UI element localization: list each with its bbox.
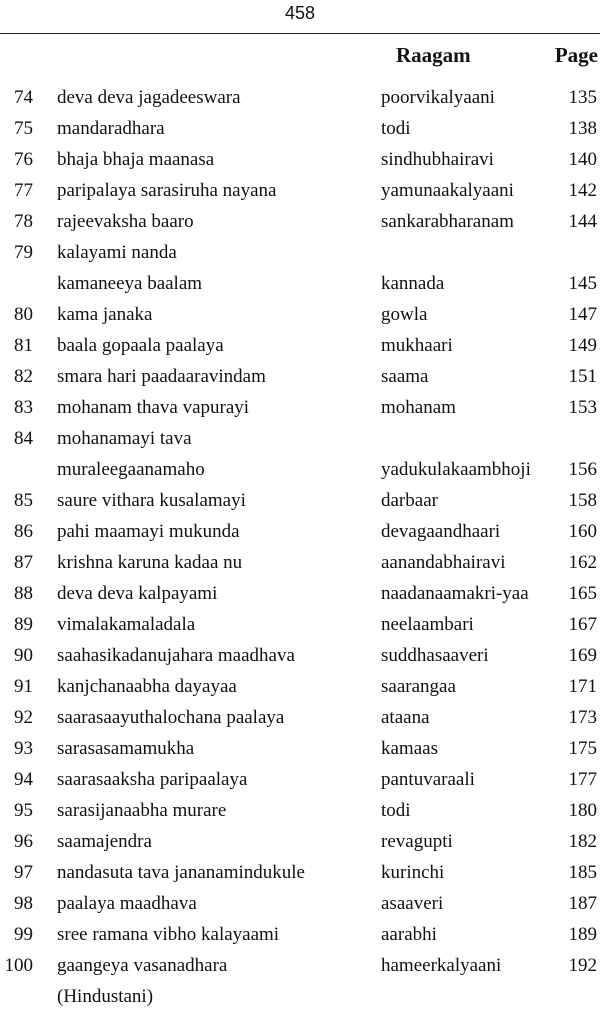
item-number: 91 <box>14 676 33 697</box>
song-raagam: ataana <box>381 707 430 728</box>
song-raagam: revagupti <box>381 831 453 852</box>
list-item <box>0 82 600 113</box>
list-item <box>0 392 600 423</box>
song-title: mandaradhara <box>57 118 165 139</box>
song-page: 162 <box>568 552 597 573</box>
song-title: kanjchanaabha dayayaa <box>57 676 237 697</box>
song-title: vimalakamaladala <box>57 614 196 635</box>
item-number: 95 <box>14 800 33 821</box>
list-item <box>0 826 600 857</box>
song-raagam: todi <box>381 118 411 139</box>
song-page: 147 <box>568 304 597 325</box>
page-number: 458 <box>284 3 316 23</box>
column-header-raagam: Raagam <box>396 43 471 67</box>
item-number: 74 <box>14 87 33 108</box>
list-item <box>0 516 600 547</box>
song-title: saahasikadanujahara maadhava <box>57 645 295 666</box>
song-raagam: hameerkalyaani <box>381 955 502 976</box>
list-item <box>0 764 600 795</box>
item-number: 96 <box>14 831 33 852</box>
item-number: 80 <box>14 304 33 325</box>
song-page: 165 <box>568 583 597 604</box>
song-page: 149 <box>568 335 597 356</box>
item-number: 87 <box>14 552 33 573</box>
song-title: saarasaaksha paripaalaya <box>57 769 248 790</box>
song-title: mohanamayi tava <box>57 428 192 449</box>
song-raagam: suddhasaaveri <box>381 645 489 666</box>
item-number: 92 <box>14 707 33 728</box>
song-raagam: saama <box>381 366 429 387</box>
song-title: nandasuta tava jananamindukule <box>57 862 305 883</box>
list-item <box>0 795 600 826</box>
song-page: 167 <box>568 614 597 635</box>
song-page: 135 <box>568 87 597 108</box>
song-raagam: todi <box>381 800 411 821</box>
song-page: 177 <box>568 769 597 790</box>
song-title: pahi maamayi mukunda <box>57 521 240 542</box>
item-number: 83 <box>14 397 33 418</box>
song-title: gaangeya vasanadhara <box>57 955 228 976</box>
item-number: 86 <box>14 521 33 542</box>
song-page: 182 <box>568 831 597 852</box>
list-item <box>0 733 600 764</box>
item-number: 78 <box>14 211 33 232</box>
list-item <box>0 423 600 454</box>
song-title: mohanam thava vapurayi <box>57 397 250 418</box>
song-title: baala gopaala paalaya <box>57 335 224 356</box>
song-title: saure vithara kusalamayi <box>57 490 246 511</box>
item-number: 89 <box>14 614 33 635</box>
item-number: 90 <box>14 645 33 666</box>
list-item <box>0 454 600 485</box>
song-page: 153 <box>568 397 597 418</box>
song-raagam: poorvikalyaani <box>381 87 495 108</box>
song-title: muraleegaanamaho <box>57 459 205 480</box>
item-number: 84 <box>14 428 33 449</box>
list-item <box>0 330 600 361</box>
item-number: 76 <box>14 149 33 170</box>
song-raagam: yamunaakalyaani <box>381 180 514 201</box>
list-item <box>0 671 600 702</box>
song-raagam: gowla <box>381 304 428 325</box>
song-title: kama janaka <box>57 304 153 325</box>
song-title: krishna karuna kadaa nu <box>57 552 243 573</box>
list-item <box>0 702 600 733</box>
item-number: 97 <box>14 862 33 883</box>
song-raagam: pantuvaraali <box>381 769 475 790</box>
song-title: sree ramana vibho kalayaami <box>57 924 280 945</box>
list-item <box>0 485 600 516</box>
song-raagam: saarangaa <box>381 676 456 697</box>
song-raagam: aanandabhairavi <box>381 552 506 573</box>
item-number: 88 <box>14 583 33 604</box>
list-item <box>0 578 600 609</box>
song-title: (Hindustani) <box>57 986 154 1007</box>
song-page: 138 <box>568 118 597 139</box>
song-page: 171 <box>568 676 597 697</box>
song-title: paripalaya sarasiruha nayana <box>57 180 277 201</box>
song-page: 189 <box>568 924 597 945</box>
song-title: paalaya maadhava <box>57 893 197 914</box>
item-number: 98 <box>14 893 33 914</box>
song-title: saarasaayuthalochana paalaya <box>57 707 285 728</box>
item-number: 82 <box>14 366 33 387</box>
song-title: bhaja bhaja maanasa <box>57 149 215 170</box>
list-item <box>0 237 600 268</box>
song-raagam: asaaveri <box>381 893 444 914</box>
list-item <box>0 268 600 299</box>
item-number: 81 <box>14 335 33 356</box>
list-item <box>0 299 600 330</box>
song-page: 187 <box>568 893 597 914</box>
song-index-list <box>0 82 600 1012</box>
list-item <box>0 888 600 919</box>
song-page: 140 <box>568 149 597 170</box>
song-title: saamajendra <box>57 831 152 852</box>
song-page: 169 <box>568 645 597 666</box>
list-item <box>0 609 600 640</box>
song-raagam: sankarabharanam <box>381 211 514 232</box>
list-item <box>0 144 600 175</box>
list-item <box>0 175 600 206</box>
column-header-page: Page <box>554 43 598 67</box>
item-number: 93 <box>14 738 33 759</box>
song-title: rajeevaksha baaro <box>57 211 194 232</box>
song-title: deva deva kalpayami <box>57 583 218 604</box>
song-title: kalayami nanda <box>57 242 177 263</box>
song-raagam: mukhaari <box>381 335 453 356</box>
item-number: 94 <box>14 769 33 790</box>
song-raagam: mohanam <box>381 397 456 418</box>
list-item <box>0 547 600 578</box>
item-number: 85 <box>14 490 33 511</box>
song-page: 160 <box>568 521 597 542</box>
list-item <box>0 919 600 950</box>
song-title: deva deva jagadeeswara <box>57 87 241 108</box>
item-number: 75 <box>14 118 33 139</box>
list-item <box>0 857 600 888</box>
song-page: 192 <box>568 955 597 976</box>
item-number: 79 <box>14 242 33 263</box>
song-raagam: sindhubhairavi <box>381 149 494 170</box>
song-raagam: kannada <box>381 273 445 294</box>
song-title: smara hari paadaaravindam <box>57 366 266 387</box>
song-page: 156 <box>568 459 597 480</box>
song-title: kamaneeya baalam <box>57 273 203 294</box>
song-page: 173 <box>568 707 597 728</box>
list-item <box>0 206 600 237</box>
song-raagam: naadanaamakri-yaa <box>381 583 529 604</box>
list-item <box>0 950 600 981</box>
song-page: 175 <box>568 738 597 759</box>
song-raagam: kurinchi <box>381 862 445 883</box>
song-page: 142 <box>568 180 597 201</box>
song-raagam: neelaambari <box>381 614 474 635</box>
list-item <box>0 640 600 671</box>
song-title: sarasasamamukha <box>57 738 195 759</box>
item-number: 99 <box>14 924 33 945</box>
item-number: 77 <box>14 180 33 201</box>
song-page: 145 <box>568 273 597 294</box>
list-item <box>0 361 600 392</box>
header-divider <box>0 33 600 34</box>
item-number: 100 <box>4 955 33 976</box>
song-raagam: devagaandhaari <box>381 521 501 542</box>
song-page: 185 <box>568 862 597 883</box>
song-page: 144 <box>568 211 597 232</box>
song-page: 180 <box>568 800 597 821</box>
song-page: 151 <box>568 366 597 387</box>
song-raagam: yadukulakaambhoji <box>381 459 531 480</box>
song-raagam: kamaas <box>381 738 438 759</box>
song-title: sarasijanaabha murare <box>57 800 227 821</box>
song-raagam: darbaar <box>381 490 438 511</box>
song-raagam: aarabhi <box>381 924 437 945</box>
list-item <box>0 981 600 1012</box>
list-item <box>0 113 600 144</box>
song-page: 158 <box>568 490 597 511</box>
